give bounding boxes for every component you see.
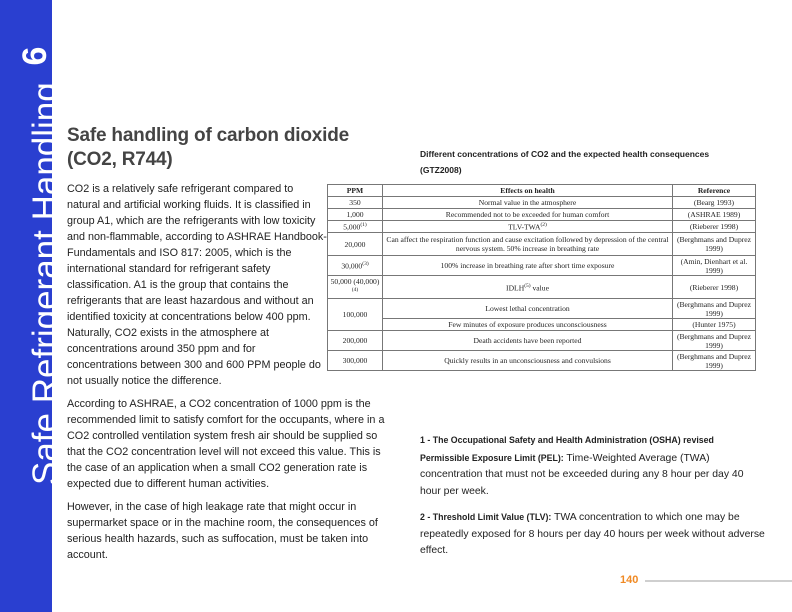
ppm-footnote-ref: (1)	[360, 222, 367, 229]
ppm-value: 200,000	[342, 336, 368, 345]
cell-reference: (Bearg 1993)	[673, 197, 756, 209]
table-row	[328, 233, 756, 256]
table-row	[328, 351, 756, 371]
cell-effect	[383, 209, 673, 221]
effect-text: TLV-TWA	[508, 222, 541, 232]
table-row	[328, 256, 756, 276]
body-paragraphs	[67, 396, 394, 570]
cell-ppm	[328, 209, 383, 221]
ppm-footnote-ref: (3)	[362, 261, 369, 268]
table-caption: Different concentrations of CO2 and the expected health consequences (GTZ2008)	[420, 149, 710, 175]
effect-text: IDLH	[506, 283, 525, 293]
header-reference: Reference	[673, 185, 756, 197]
cell-reference: (Berghmans and Duprez 1999)	[673, 233, 756, 256]
effect-text: Normal value in the atmosphere	[478, 198, 577, 207]
cell-reference: (Rieberer 1998)	[673, 221, 756, 233]
cell-effect	[383, 299, 673, 319]
intro-paragraph	[67, 181, 327, 396]
cell-ppm	[328, 351, 383, 371]
cell-effect	[383, 331, 673, 351]
cell-effect	[383, 256, 673, 276]
cell-effect	[383, 197, 673, 209]
table-row	[328, 209, 756, 221]
cell-ppm	[328, 299, 383, 331]
table-row	[328, 197, 756, 209]
table-row	[328, 276, 756, 299]
page-number: 140	[620, 574, 639, 586]
footer-rule	[645, 580, 792, 582]
effect-text: Lowest lethal concentration	[485, 304, 570, 313]
table-row	[328, 299, 756, 319]
cell-ppm	[328, 221, 383, 233]
note-1-text: Time-Weighted Average (TWA) concentration that must not be exceeded during any 8 hour per day 40 hour per week.	[420, 452, 744, 497]
ppm-value: 100,000	[342, 310, 368, 319]
effect-text: Recommended not to be exceeded for human comfort	[445, 210, 610, 219]
effect-text: Death accidents have been reported	[473, 336, 582, 345]
chapter-title: Safe Refrigerant Handling	[26, 82, 65, 485]
cell-reference: (Rieberer 1998)	[673, 276, 756, 299]
cell-reference: (Hunter 1975)	[673, 319, 756, 331]
paragraph-3: However, in the case of high leakage rate that might occur in supermarket space or in the machine room, the consequences of serious health hazards, such as suffocation, must be taken into account.	[67, 501, 378, 561]
cell-reference: (ASHRAE 1989)	[673, 209, 756, 221]
cell-ppm	[328, 256, 383, 276]
paragraph-1: CO2 is a relatively safe refrigerant compared to natural and artificial working fluids. It is classified in group A1, which are the refrigerants with low toxicity and non-flammable, according to ASHRAE Handbook-Fundamentals and ISO 817: 2005, which is the international standard for refrigerant safety classification. A1 is the group that contains the refrigerants that are least hazardous and without an identified toxicity at concentrations below 400 ppm. Naturally, CO2 exists in the atmosphere at concentrations around 350 ppm and for concentrations between 300 and 600 PPM people do not usually notice the difference.	[67, 183, 327, 387]
cell-ppm	[328, 197, 383, 209]
ppm-value: 20,000	[344, 239, 366, 249]
note-2-text: TWA concentration to which one may be repeatedly exposed for 8 hours per day 40 hours per week without adverse effect.	[420, 512, 765, 556]
ppm-value: 50,000 (40,000)	[330, 277, 380, 287]
note-2	[420, 509, 765, 560]
note-1	[420, 432, 765, 500]
cell-reference: (Berghmans and Duprez 1999)	[673, 299, 756, 319]
note-1-label: 1 - The Occupational Safety and Health Administration (OSHA) revised Permissible Exposure Limit (PEL):	[420, 435, 714, 463]
chapter-number: 6	[16, 46, 54, 66]
effect-text: Few minutes of exposure produces unconsciousness	[448, 320, 607, 329]
effect-suffix: value	[530, 283, 549, 293]
cell-reference: (Berghmans and Duprez 1999)	[673, 331, 756, 351]
header-effects: Effects on health	[383, 185, 673, 197]
page-title: Safe handling of carbon dioxide (CO2, R744)	[67, 125, 349, 170]
co2-health-table	[327, 184, 756, 371]
cell-reference: (Amin, Dienhart et al. 1999)	[673, 256, 756, 276]
ppm-value: 30,000	[341, 261, 363, 271]
table-header-row	[328, 185, 756, 197]
cell-ppm	[328, 276, 383, 299]
table-row	[328, 221, 756, 233]
ppm-value: 5,000	[343, 222, 361, 232]
table-body	[328, 197, 756, 371]
header-ppm: PPM	[328, 185, 383, 197]
cell-effect	[383, 221, 673, 233]
cell-effect	[383, 233, 673, 256]
effect-text: Can affect the respiration function and cause excitation followed by depression of the central nervous system. 50% increase in breathing rate	[386, 235, 669, 253]
table-row	[328, 319, 756, 331]
footnotes	[420, 432, 765, 569]
chapter-sidebar	[0, 0, 65, 612]
cell-effect	[383, 351, 673, 371]
effect-footnote-ref: (2)	[540, 222, 547, 229]
effect-text: 100% increase in breathing rate after short time exposure	[440, 261, 615, 270]
ppm-value: 300,000	[342, 356, 368, 365]
ppm-value: 350	[349, 198, 361, 207]
note-2-label: 2 - Threshold Limit Value (TLV):	[420, 512, 552, 522]
cell-ppm	[328, 233, 383, 256]
cell-ppm	[328, 331, 383, 351]
cell-reference: (Berghmans and Duprez 1999)	[673, 351, 756, 371]
effect-text: Quickly results in an unconsciousness and convulsions	[444, 356, 611, 365]
table-row	[328, 331, 756, 351]
paragraph-2: According to ASHRAE, a CO2 concentration of 1000 ppm is the recommended limit to satisfy comfort for the occupants, where in a CO2 controlled ventilation system fresh air should be supplied so that the CO2 concentration level will not exceed this value. This is the case of an application when a small CO2 generation rate is expected due to different human activities.	[67, 398, 385, 490]
cell-effect	[383, 319, 673, 331]
cell-effect	[383, 276, 673, 299]
ppm-value: 1,000	[346, 210, 364, 219]
ppm-footnote-ref: (4)	[351, 287, 359, 294]
effect-footnote-ref: (5)	[524, 282, 531, 289]
